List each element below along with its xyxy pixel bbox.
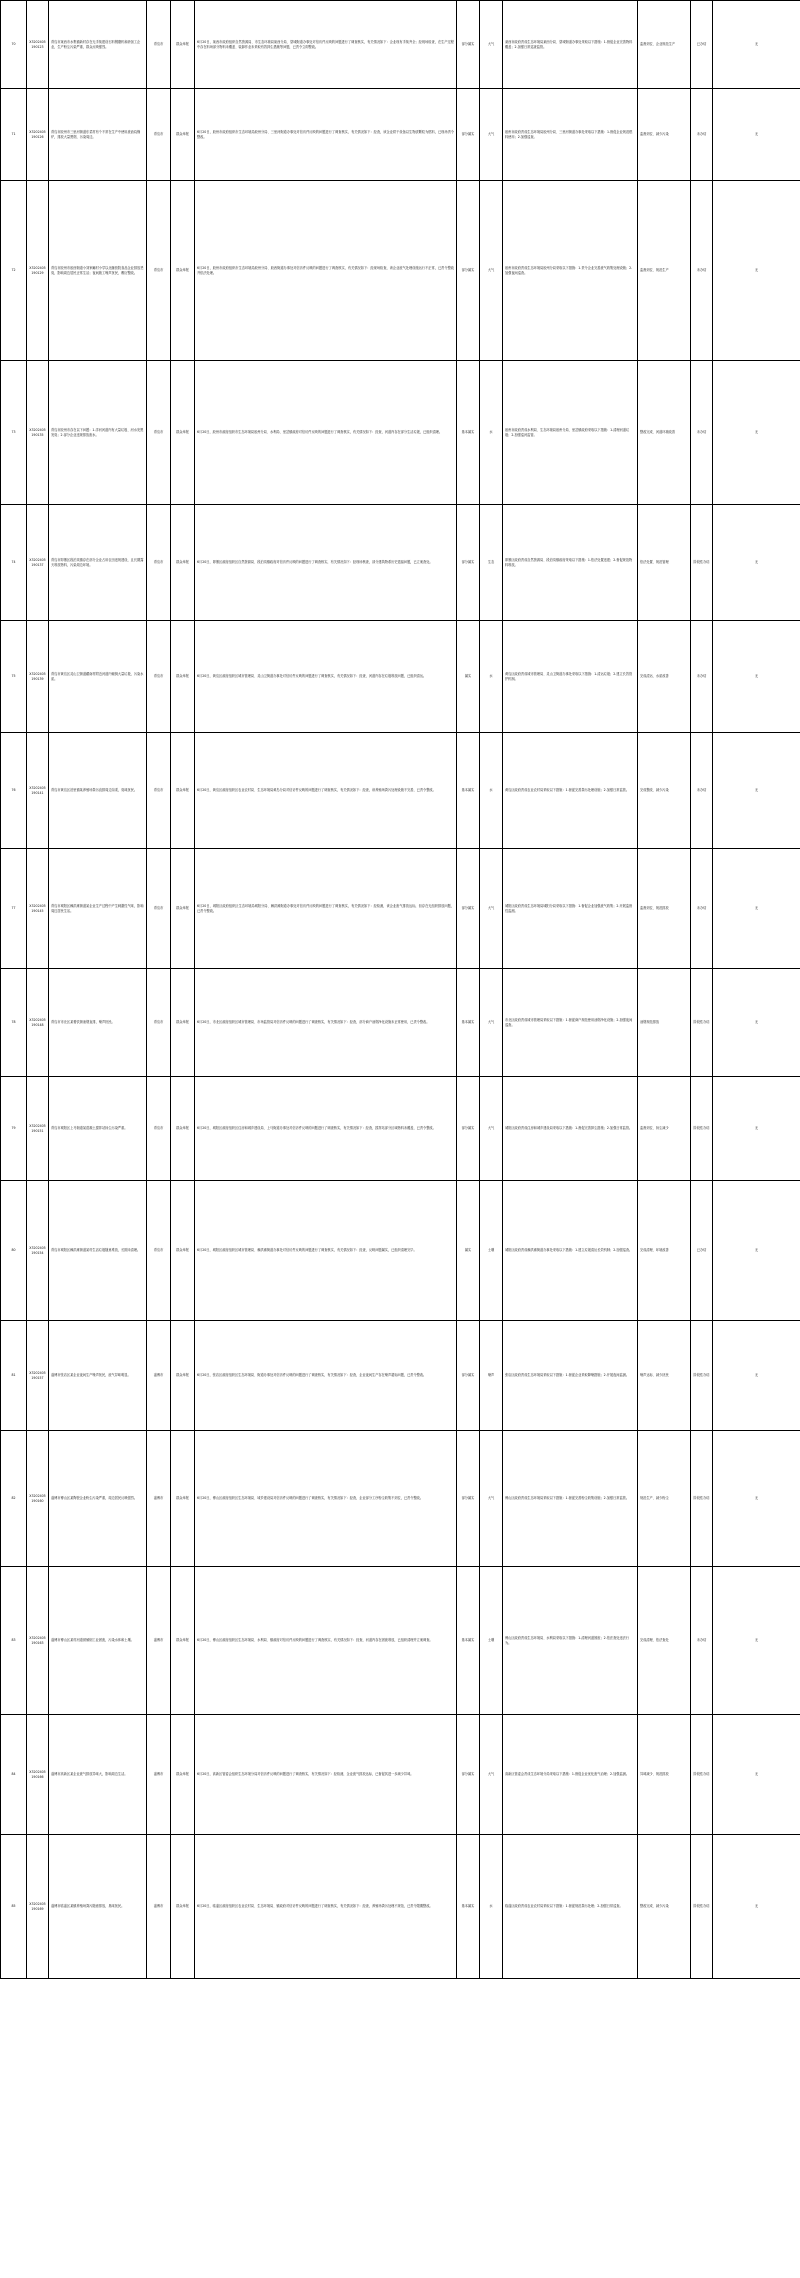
row-number: 70: [1, 1, 27, 89]
complaint-text: 青岛市胶州市三里河街道东菜村有个不常在生产中使用废油烧锅炉，排放大量黑烟，污染周边。: [49, 89, 147, 181]
row-number: 84: [1, 1715, 27, 1835]
completion-status: 阶段性办结: [691, 969, 713, 1077]
expected-outcome: 完成整改、减少污染: [638, 733, 691, 849]
complaint-code: X3202405190129: [27, 181, 49, 361]
pollution-type: 土壤: [480, 1567, 503, 1715]
source-type: 群众举报: [171, 1077, 195, 1181]
row-number: 83: [1, 1567, 27, 1715]
city-cell: 青岛市: [147, 89, 171, 181]
rectification-measures: 市北区政府责成城市管理局采取以下措施：1.督促商户规范使用油烟净化设施；2.加强夜间巡查。: [503, 969, 638, 1077]
complaint-code: X3202405190148: [27, 969, 49, 1077]
accountability-cell: 无: [713, 181, 800, 361]
accountability-cell: 无: [713, 1181, 800, 1321]
expected-outcome: 完成清理、依法查处: [638, 1567, 691, 1715]
complaint-code: X3202405190160: [27, 1431, 49, 1567]
expected-outcome: 异味减少、规范排放: [638, 1715, 691, 1835]
row-number: 76: [1, 733, 27, 849]
expected-outcome: 监督到位、扬尘减少: [638, 1077, 691, 1181]
investigation-result: 6月20日，黄岛区政府组织区农业农村局、生态环境局黄岛分局对信访件反映的问题进行了调查核实，有关情况如下：经查，该养殖场粪污处理设施不完善，已责令整改。: [195, 733, 457, 849]
rectification-measures: 博山区政府责成生态环境局采取以下措施：1.督促完善粉尘收集设施；2.加强日常监管。: [503, 1431, 638, 1567]
verification-level: 基本属实: [457, 969, 480, 1077]
city-cell: 青岛市: [147, 1, 171, 89]
city-cell: 青岛市: [147, 1181, 171, 1321]
source-type: 群众举报: [171, 969, 195, 1077]
city-cell: 青岛市: [147, 505, 171, 621]
accountability-cell: 无: [713, 89, 800, 181]
complaint-text: 青岛市市北区某餐饮街油烟直排，噪声扰民。: [49, 969, 147, 1077]
rectification-measures: 莱西市政府责成生态环境局莱西分局、望城街道办事处采取以下措施：1.督促企业完善物料覆盖；2.加强日常巡查监管。: [503, 1, 638, 89]
rectification-measures: 城阳区政府责成棘洪滩街道办事处采取以下措施：1.建立垃圾清运长效机制；2.加强巡查。: [503, 1181, 638, 1321]
table-row: [1, 621, 800, 733]
pollution-type: 大气: [480, 849, 503, 969]
investigation-result: 6月20日，即墨区政府组织区自然资源局、段泊岚镇政府对信访件反映的问题进行了调查核实，有关情况如下：经现场核查，部分建筑物系历史遗留问题，已立案查处。: [195, 505, 457, 621]
row-number: 81: [1, 1321, 27, 1431]
complaint-code: X3202405190139: [27, 621, 49, 733]
completion-status: 未办结: [691, 361, 713, 505]
complaint-code: X3202405190126: [27, 89, 49, 181]
completion-status: 阶段性办结: [691, 505, 713, 621]
accountability-cell: 无: [713, 621, 800, 733]
expected-outcome: 监督到位、企业规范生产: [638, 1, 691, 89]
complaint-text: 青岛市胶州市存在以下问题：1.洋河河道内有大量垃圾、河水发黑发臭；2.部分企业违规排放废水。: [49, 361, 147, 505]
city-cell: 淄博市: [147, 1715, 171, 1835]
expected-outcome: 监督到位、规范生产: [638, 181, 691, 361]
investigation-result: 6月20日，博山区政府组织区生态环境局、城乡建设局对信访件反映的问题进行了调查核实，有关情况如下：经查，企业部分工序粉尘收集不到位，已责令整改。: [195, 1431, 457, 1567]
investigation-result: 6月20日，莱西市政府组织自然资源局、市生态环境局莱西分局、望城街道办事处对信访件反映的问题进行了调查核实，有关情况如下：企业现有手续齐全；经现场检查，在生产过程中存在料场部分物料未覆盖、装卸作业未采取有效抑尘措施等问题，已责令立即整改。: [195, 1, 457, 89]
completion-status: 阶段性办结: [691, 1431, 713, 1567]
source-type: 群众举报: [171, 361, 195, 505]
source-type: 群众举报: [171, 1431, 195, 1567]
source-type: 群众举报: [171, 1567, 195, 1715]
completion-status: 未办结: [691, 1567, 713, 1715]
complaint-text: 青岛市黄岛区泊里镇某养殖场粪污直排周边沟渠，臭味扰民。: [49, 733, 147, 849]
investigation-result: 6月20日，胶州市政府组织市生态环境局胶州分局、水利局、里岔镇政府对信访件反映的问题进行了调查核实，有关情况如下：经查，河道内存在部分生活垃圾，已组织清理。: [195, 361, 457, 505]
table-row: [1, 849, 800, 969]
complaint-text: 青岛市胶州市胶西街道小刘家疃村小学以北藤营院食品企业排放恶臭，影响周边居民正常生活；夜间施工噪声扰民，敷衍整改。: [49, 181, 147, 361]
expected-outcome: 整改完成、减少污染: [638, 1835, 691, 1979]
table-row: [1, 505, 800, 621]
investigation-result: 6月20日，城阳区政府组织区城市管理局、棘洪滩街道办事处对信访件反映的问题进行了调查核实，有关情况如下：经查，反映问题属实，已组织清理完毕。: [195, 1181, 457, 1321]
pollution-type: 大气: [480, 1077, 503, 1181]
complaint-code: X3202405190145: [27, 849, 49, 969]
rectification-measures: 张店区政府责成生态环境局采取以下措施：1.督促企业采取降噪措施；2.开展夜间监测。: [503, 1321, 638, 1431]
row-number: 78: [1, 969, 27, 1077]
complaint-text: 青岛市城阳区上马街道某混凝土搅拌站扬尘污染严重。: [49, 1077, 147, 1181]
expected-outcome: 油烟规范排放: [638, 969, 691, 1077]
rectification-measures: 临淄区政府责成农业农村局采取以下措施：1.督促规范粪污处理；2.加强日常巡查。: [503, 1835, 638, 1979]
pollution-type: 水: [480, 361, 503, 505]
investigation-result: 6月20日，临淄区政府组织区农业农村局、生态环境局、镇政府对信访件反映的问题进行了调查核实，有关情况如下：经查，养殖场粪污处理不规范，已责令限期整改。: [195, 1835, 457, 1979]
city-cell: 淄博市: [147, 1431, 171, 1567]
complaint-text: 青岛市城阳区棘洪滩街道某村生活垃圾随意堆放，长期未清理。: [49, 1181, 147, 1321]
row-number: 73: [1, 361, 27, 505]
source-type: 群众举报: [171, 1321, 195, 1431]
completion-status: 未办结: [691, 621, 713, 733]
city-cell: 青岛市: [147, 733, 171, 849]
accountability-cell: 无: [713, 1, 800, 89]
pollution-type: 噪声: [480, 1321, 503, 1431]
row-number: 72: [1, 181, 27, 361]
accountability-cell: 无: [713, 505, 800, 621]
complaint-text: 淄博市张店区某企业夜间生产噪声扰民，废气异味明显。: [49, 1321, 147, 1431]
row-number: 85: [1, 1835, 27, 1979]
complaint-code: X3202405190137: [27, 505, 49, 621]
accountability-cell: 无: [713, 733, 800, 849]
table-row: [1, 1567, 800, 1715]
expected-outcome: 规范生产、减少粉尘: [638, 1431, 691, 1567]
source-type: 群众举报: [171, 733, 195, 849]
rectification-measures: 胶州市政府责成生态环境局胶州分局采取以下措施：1.责令企业完善废气收集处理设施；2.加强夜间巡查。: [503, 181, 638, 361]
rectification-measures: 胶州市政府责成水利局、生态环境局胶州分局、里岔镇政府采取以下措施：1.清理河道垃圾；2.加强巡河监管。: [503, 361, 638, 505]
row-number: 79: [1, 1077, 27, 1181]
rectification-measures: 即墨区政府责成自然资源局、段泊岚镇政府采取以下措施：1.依法处置违建；2.督促规范物料堆放。: [503, 505, 638, 621]
pollution-type: 大气: [480, 1, 503, 89]
investigation-result: 6月20日，胶州市政府组织市生态环境局胶州分局、胶西街道办事处对信访件反映的问题进行了调查核实，有关情况如下：经现场检查，该企业废气处理设施运行不正常，已责令整改并依法处理。: [195, 181, 457, 361]
row-number: 82: [1, 1431, 27, 1567]
complaint-text: 淄博市临淄区某镇养殖场粪污随意排放，臭味扰民。: [49, 1835, 147, 1979]
verification-level: 部分属实: [457, 89, 480, 181]
accountability-cell: 无: [713, 1835, 800, 1979]
table-row: [1, 361, 800, 505]
investigation-result: 6月20日，张店区政府组织区生态环境局、街道办事处对信访件反映的问题进行了调查核实，有关情况如下：经查，企业夜间生产存在噪声超标问题，已责令整改。: [195, 1321, 457, 1431]
verification-level: 基本属实: [457, 361, 480, 505]
verification-level: 基本属实: [457, 1567, 480, 1715]
city-cell: 青岛市: [147, 621, 171, 733]
verification-level: 部分属实: [457, 505, 480, 621]
completion-status: 未办结: [691, 733, 713, 849]
investigation-result: 6月20日，城阳区政府组织区生态环境局城阳分局、棘洪滩街道办事处对信访件反映的问题进行了调查核实，有关情况如下：经检测，该企业废气排放达标，但存在无组织排放问题，已责令整改。: [195, 849, 457, 969]
source-type: 群众举报: [171, 621, 195, 733]
complaint-code: X3202405190154: [27, 1181, 49, 1321]
table-body: [1, 1, 800, 1979]
pollution-type: 水: [480, 1835, 503, 1979]
rectification-measures: 城阳区政府责成住房和城乡建设局采取以下措施：1.督促完善抑尘措施；2.加强日常监管。: [503, 1077, 638, 1181]
complaint-text: 青岛市黄岛区灵山卫街道藏南村附近河道内倾倒大量垃圾，污染水质。: [49, 621, 147, 733]
expected-outcome: 监督到位、减少污染: [638, 89, 691, 181]
verification-level: 部分属实: [457, 1431, 480, 1567]
completion-status: 阶段性办结: [691, 1715, 713, 1835]
complaint-code: X3202405190157: [27, 1321, 49, 1431]
expected-outcome: 完成清理、环境改善: [638, 1181, 691, 1321]
row-number: 74: [1, 505, 27, 621]
city-cell: 青岛市: [147, 969, 171, 1077]
rectification-measures: 高新区管委会责成生态环境分局采取以下措施：1.督促企业优化废气治理；2.加强监测。: [503, 1715, 638, 1835]
row-number: 77: [1, 849, 27, 969]
row-number: 75: [1, 621, 27, 733]
pollution-type: 大气: [480, 1431, 503, 1567]
complaint-text: 青岛市莱西市水集镇新村存在无手续建设石料钢磨机和砂加工企业，生产粉尘污染严重，群众反映强烈。: [49, 1, 147, 89]
expected-outcome: 完成清运、水质改善: [638, 621, 691, 733]
table-row: [1, 1715, 800, 1835]
expected-outcome: 噪声达标、减少扰民: [638, 1321, 691, 1431]
city-cell: 淄博市: [147, 1321, 171, 1431]
completion-status: 阶段性办结: [691, 1835, 713, 1979]
investigation-result: 6月20日，博山区政府组织区生态环境局、水利局、镇政府对信访件反映的问题进行了调查核实，有关情况如下：经查，河道内存在固废堆放，已组织清理并立案调查。: [195, 1567, 457, 1715]
verification-level: 基本属实: [457, 733, 480, 849]
complaint-code: X3202405190141: [27, 733, 49, 849]
pollution-type: 大气: [480, 1715, 503, 1835]
investigation-result: 6月20日，城阳区政府组织区住房和城乡建设局、上马街道办事处对信访件反映的问题进行了调查核实，有关情况如下：经查，搅拌站部分区域物料未覆盖，已责令整改。: [195, 1077, 457, 1181]
verification-level: 部分属实: [457, 1077, 480, 1181]
expected-outcome: 监督到位、规范排放: [638, 849, 691, 969]
completion-status: 未办结: [691, 89, 713, 181]
table-row: [1, 969, 800, 1077]
verification-level: 部分属实: [457, 181, 480, 361]
accountability-cell: 无: [713, 1567, 800, 1715]
source-type: 群众举报: [171, 89, 195, 181]
table-row: [1, 181, 800, 361]
complaint-code: X3202405190169: [27, 1835, 49, 1979]
accountability-cell: 无: [713, 1431, 800, 1567]
accountability-cell: 无: [713, 849, 800, 969]
table-row: [1, 1181, 800, 1321]
city-cell: 青岛市: [147, 181, 171, 361]
verification-level: 基本属实: [457, 1835, 480, 1979]
table-row: [1, 89, 800, 181]
pollution-type: 水: [480, 733, 503, 849]
rectification-measures: 博山区政府责成生态环境局、水利局采取以下措施：1.清理河道固废；2.依法查处违法行为。: [503, 1567, 638, 1715]
table-row: [1, 733, 800, 849]
verification-level: 部分属实: [457, 849, 480, 969]
rectification-measures: 城阳区政府责成生态环境局城阳分局采取以下措施：1.督促企业加强废气收集；2.开展监督性监测。: [503, 849, 638, 969]
accountability-cell: 无: [713, 1077, 800, 1181]
row-number: 71: [1, 89, 27, 181]
verification-level: 部分属实: [457, 1, 480, 89]
expected-outcome: 整改完成、河道环境改善: [638, 361, 691, 505]
completion-status: 未办结: [691, 181, 713, 361]
table-row: [1, 1, 800, 89]
complaint-code: X3202405190166: [27, 1715, 49, 1835]
complaint-text: 淄博市高新区某企业废气排放异味大，影响周边生活。: [49, 1715, 147, 1835]
accountability-cell: 无: [713, 361, 800, 505]
complaint-code: X3202405190135: [27, 361, 49, 505]
verification-level: 部分属实: [457, 1715, 480, 1835]
source-type: 群众举报: [171, 1, 195, 89]
rectification-measures: 胶州市政府责成生态环境局胶州分局、三里河街道办事处采取以下措施：1.督促企业规范燃料使用；2.加强巡查。: [503, 89, 638, 181]
table-row: [1, 1431, 800, 1567]
accountability-cell: 无: [713, 1715, 800, 1835]
pollution-type: 生态: [480, 505, 503, 621]
verification-level: 属实: [457, 621, 480, 733]
expected-outcome: 依法处置、规范管理: [638, 505, 691, 621]
completion-status: 阶段性办结: [691, 1321, 713, 1431]
pollution-type: 大气: [480, 181, 503, 361]
city-cell: 淄博市: [147, 1567, 171, 1715]
verification-level: 属实: [457, 1181, 480, 1321]
completion-status: 未办结: [691, 849, 713, 969]
investigation-result: 6月20日，胶州市政府组织市生态环境局胶州分局、三里河街道办事处对信访件反映的问题进行了调查核实，有关情况如下：经查，该企业烘干设备以生物质颗粒为燃料，已现场责令整改。: [195, 89, 457, 181]
complaint-code: X3202405190123: [27, 1, 49, 89]
rectification-measures: 黄岛区政府责成城市管理局、灵山卫街道办事处采取以下措施：1.清运垃圾；2.建立长效管护机制。: [503, 621, 638, 733]
investigation-result: 6月20日，市北区政府组织区城市管理局、市场监管局对信访件反映的问题进行了调查核实，有关情况如下：经查，部分商户油烟净化设施未正常使用，已责令整改。: [195, 969, 457, 1077]
complaint-text: 淄博市博山区某村河道被倾倒工业固废，污染水体和土壤。: [49, 1567, 147, 1715]
city-cell: 青岛市: [147, 361, 171, 505]
source-type: 群众举报: [171, 1715, 195, 1835]
investigation-result: 6月20日，高新区管委会组织生态环境分局对信访件反映的问题进行了调查核实，有关情况如下：经检测，企业废气排放达标，已督促其进一步减少异味。: [195, 1715, 457, 1835]
source-type: 群众举报: [171, 505, 195, 621]
accountability-cell: 无: [713, 1321, 800, 1431]
completion-status: 已办结: [691, 1181, 713, 1321]
complaint-text: 青岛市城阳区棘洪滩街道某企业生产过程中产生刺激性气味，影响周边居民生活。: [49, 849, 147, 969]
table-row: [1, 1321, 800, 1431]
pollution-type: 水: [480, 621, 503, 733]
table-row: [1, 1835, 800, 1979]
complaint-code: X3202405190151: [27, 1077, 49, 1181]
source-type: 群众举报: [171, 181, 195, 361]
city-cell: 青岛市: [147, 1077, 171, 1181]
pollution-type: 大气: [480, 89, 503, 181]
investigation-result: 6月20日，黄岛区政府组织区城市管理局、灵山卫街道办事处对信访件反映的问题进行了调查核实，有关情况如下：经查，河道内存在垃圾堆放问题，已组织清运。: [195, 621, 457, 733]
completion-status: 阶段性办结: [691, 1077, 713, 1181]
source-type: 群众举报: [171, 849, 195, 969]
row-number: 80: [1, 1181, 27, 1321]
source-type: 群众举报: [171, 1181, 195, 1321]
city-cell: 青岛市: [147, 849, 171, 969]
source-type: 群众举报: [171, 1835, 195, 1979]
table-row: [1, 1077, 800, 1181]
accountability-cell: 无: [713, 969, 800, 1077]
complaint-text: 青岛市即墨区段泊岚镇存在部分企业占用农田违规建设，且长期露天堆放物料，污染周边环境。: [49, 505, 147, 621]
verification-level: 部分属实: [457, 1321, 480, 1431]
complaint-text: 淄博市博山区某陶瓷企业粉尘污染严重，周边居民反映强烈。: [49, 1431, 147, 1567]
pollution-type: 土壤: [480, 1181, 503, 1321]
completion-status: 已办结: [691, 1, 713, 89]
complaint-code: X3202405190163: [27, 1567, 49, 1715]
rectification-measures: 黄岛区政府责成农业农村局采取以下措施：1.督促完善粪污处理设施；2.加强日常监管。: [503, 733, 638, 849]
city-cell: 淄博市: [147, 1835, 171, 1979]
pollution-type: 大气: [480, 969, 503, 1077]
